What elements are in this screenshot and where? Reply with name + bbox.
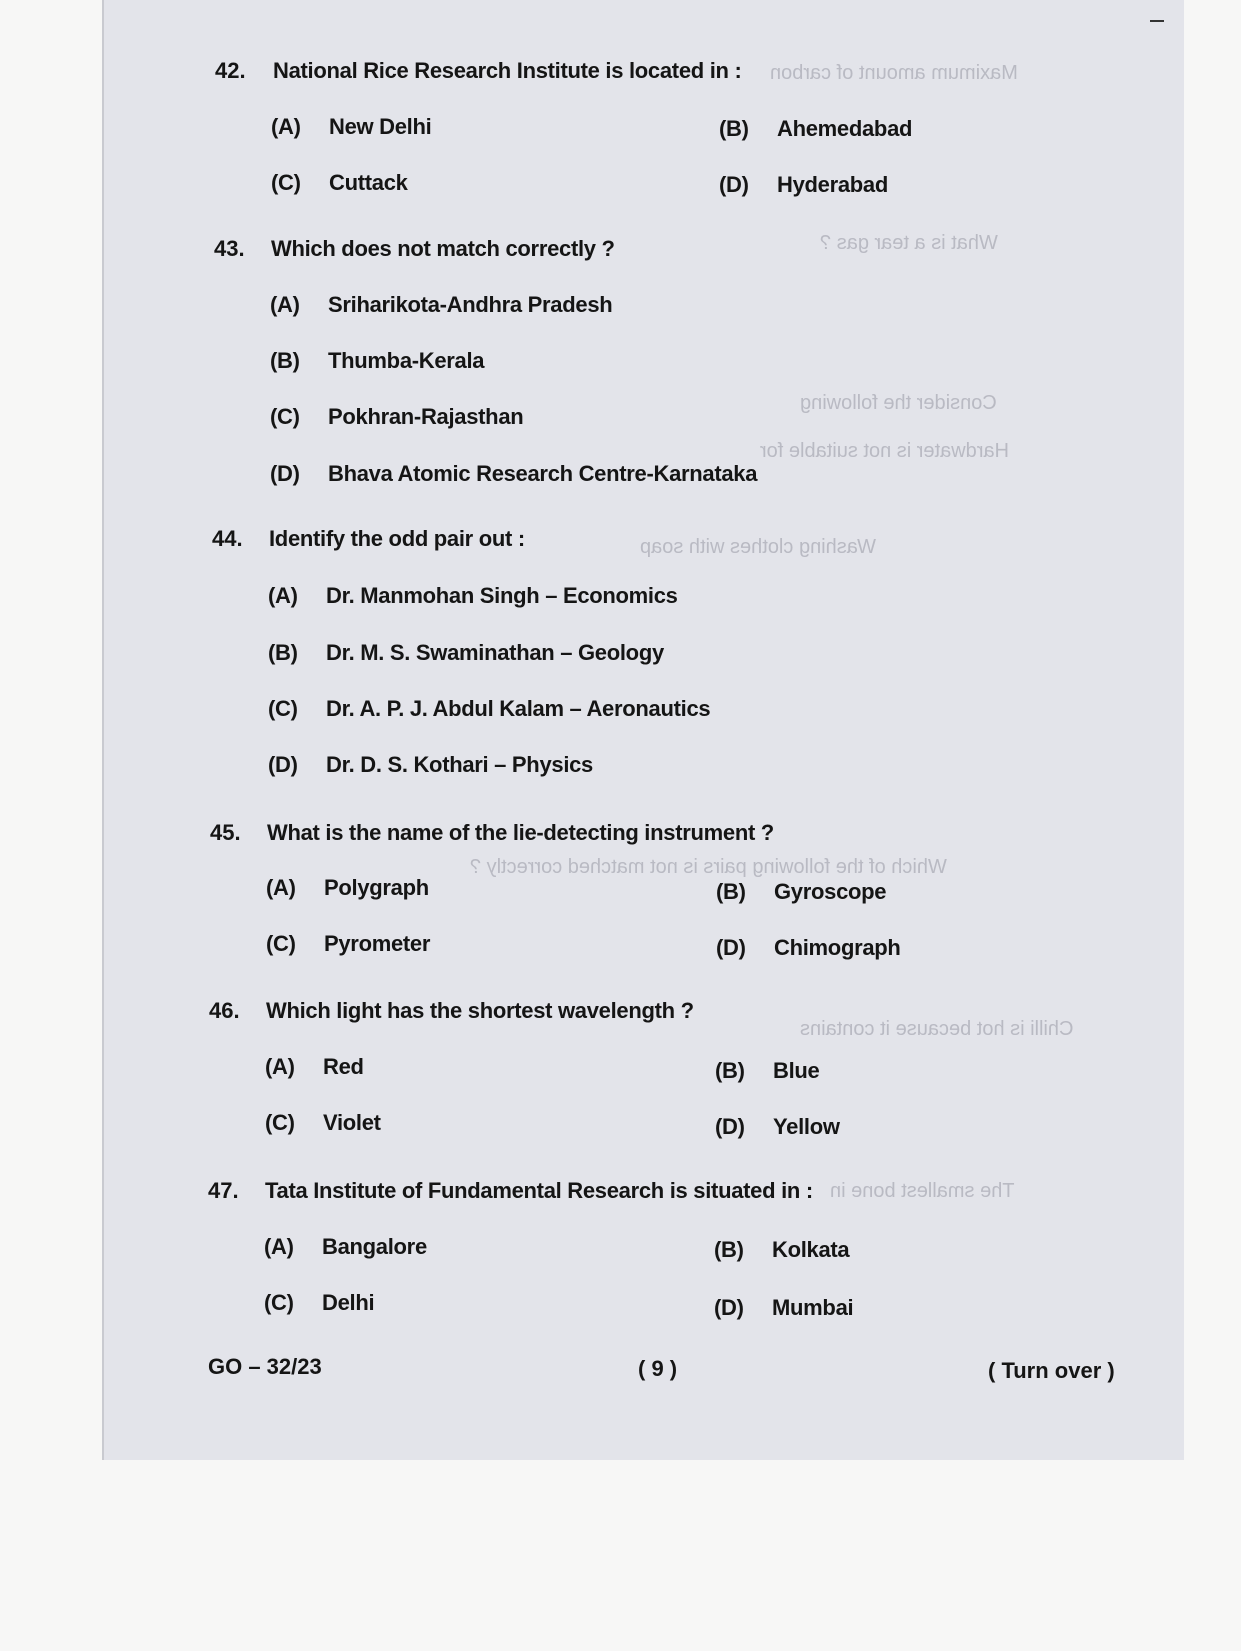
question-number: 44. [212, 526, 243, 551]
bleed-through-text: The smallest bone in [830, 1180, 1015, 1202]
option-c: (C) Violet [265, 1110, 381, 1135]
question-number: 45. [210, 820, 241, 845]
option-a: (A) New Delhi [271, 114, 432, 139]
option-d: (D) Bhava Atomic Research Centre-Karnataka [270, 461, 758, 486]
option-c: (C) Pyrometer [266, 931, 431, 956]
paper-code: GO – 32/23 [208, 1354, 322, 1379]
question-number: 47. [208, 1178, 239, 1203]
option-a: (A) Polygraph [266, 875, 429, 900]
option-a: (A) Sriharikota-Andhra Pradesh [270, 292, 613, 317]
bleed-through-text: Consider the following [800, 392, 997, 414]
option-c: (C) Delhi [264, 1290, 375, 1315]
option-d: (D) Mumbai [714, 1295, 854, 1320]
option-c: (C) Pokhran-Rajasthan [270, 404, 524, 429]
option-b: (B) Blue [715, 1058, 820, 1083]
option-b: (B) Thumba-Kerala [270, 348, 485, 373]
option-c: (C) Cuttack [271, 170, 408, 195]
option-b: (B) Ahemedabad [719, 116, 913, 141]
option-b: (B) Dr. M. S. Swaminathan – Geology [268, 640, 664, 665]
scan-mark [1150, 20, 1164, 22]
bleed-through-text: Hardwater is not suitable for [760, 440, 1010, 462]
option-a: (A) Bangalore [264, 1234, 427, 1259]
bleed-through-text: What is a tear gas ? [820, 232, 998, 254]
option-a: (A) Dr. Manmohan Singh – Economics [268, 583, 678, 608]
option-d: (D) Yellow [715, 1114, 840, 1139]
option-a: (A) Red [265, 1054, 364, 1079]
option-b: (B) Kolkata [714, 1237, 850, 1262]
option-d: (D) Chimograph [716, 935, 901, 960]
bleed-through-text: Which of the following pairs is not matched correctly ? [470, 856, 947, 878]
option-d: (D) Hyderabad [719, 172, 889, 197]
question-number: 43. [214, 236, 245, 261]
bleed-through-text: Washing clothes with soap [640, 536, 877, 558]
option-d: (D) Dr. D. S. Kothari – Physics [268, 752, 593, 777]
question-text: Identify the odd pair out : [269, 526, 525, 551]
question-text: What is the name of the lie-detecting instrument ? [267, 820, 774, 845]
question-number: 46. [209, 998, 240, 1023]
option-c: (C) Dr. A. P. J. Abdul Kalam – Aeronautics [268, 696, 711, 721]
question-text: National Rice Research Institute is located in : [273, 58, 742, 83]
bleed-through-text: Maximum amount of carbon [770, 62, 1018, 84]
option-b: (B) Gyroscope [716, 879, 887, 904]
question-text: Which does not match correctly ? [271, 236, 615, 261]
question-text: Which light has the shortest wavelength ? [266, 998, 694, 1023]
question-number: 42. [215, 58, 246, 83]
bleed-through-text: Chilli is hot because it contains [800, 1018, 1074, 1040]
turn-over-note: ( Turn over ) [988, 1358, 1115, 1383]
question-text: Tata Institute of Fundamental Research is situated in : [265, 1178, 813, 1203]
page-number: ( 9 ) [638, 1356, 678, 1381]
